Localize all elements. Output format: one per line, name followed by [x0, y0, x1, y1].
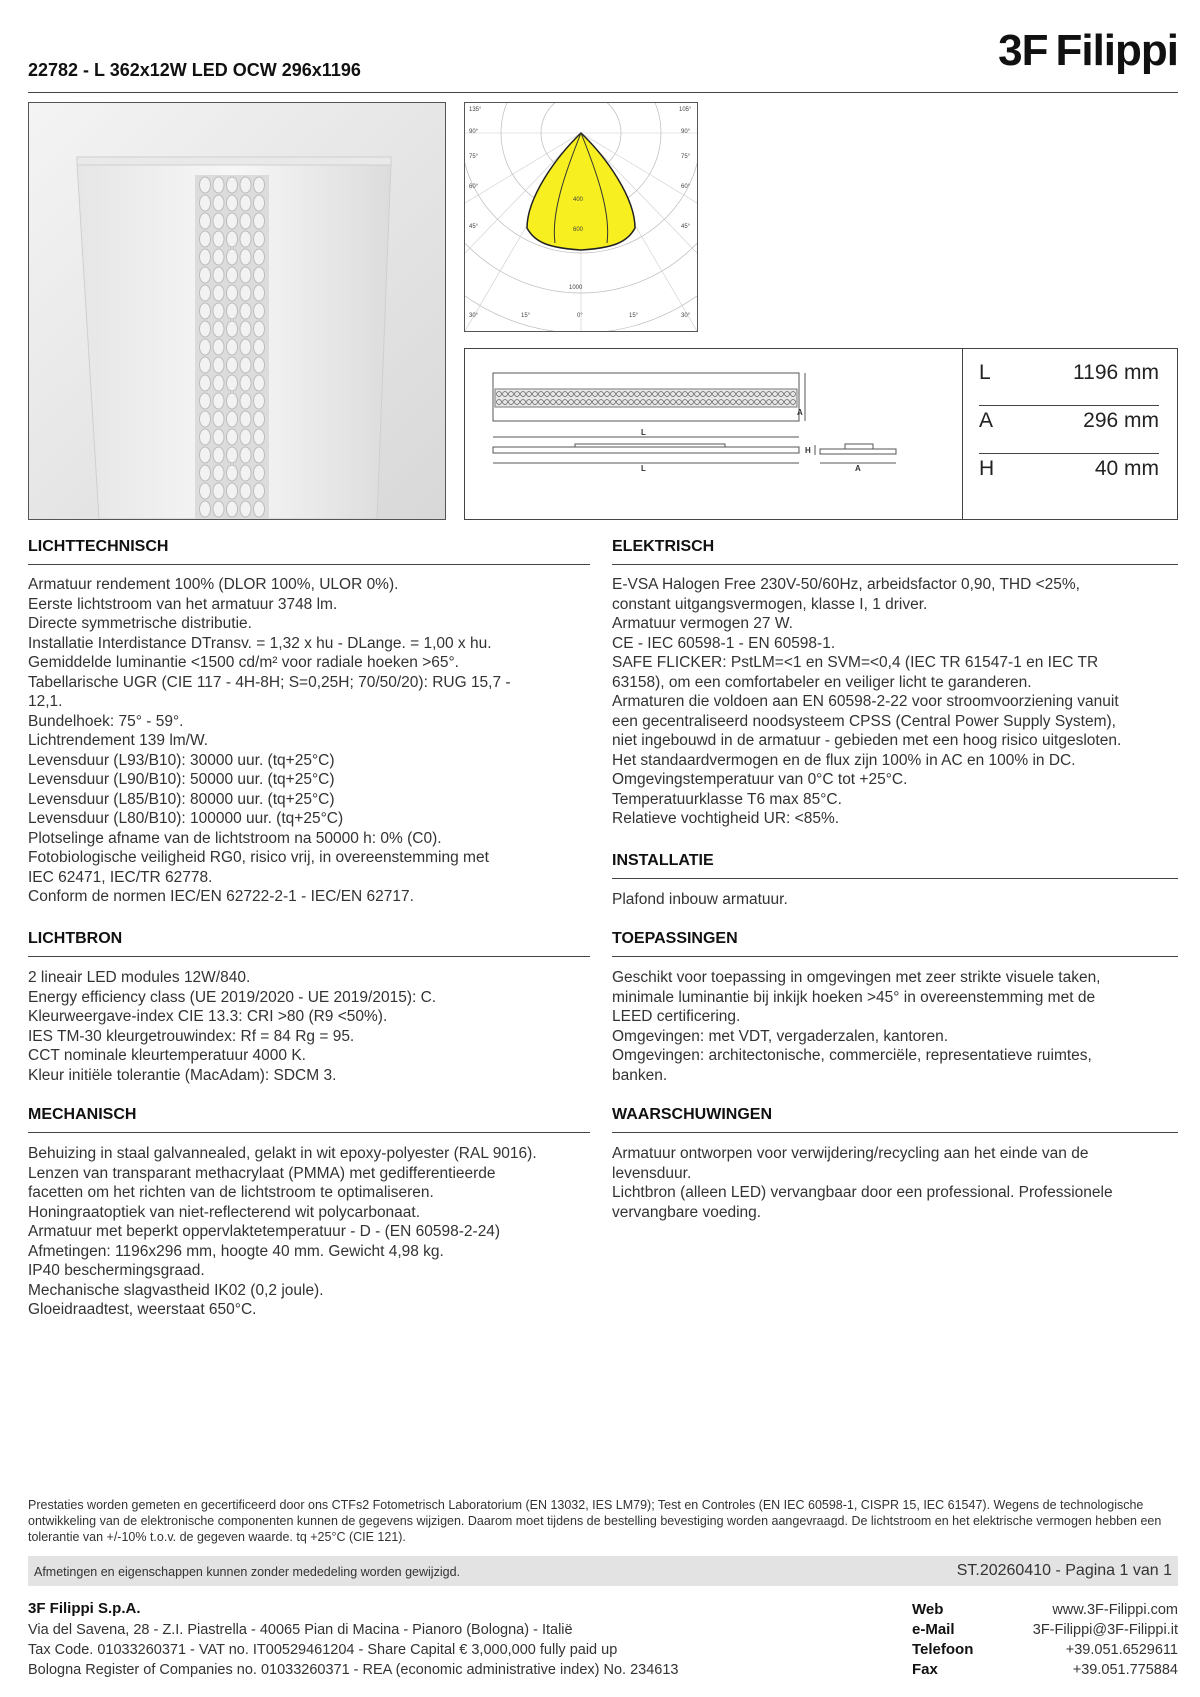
drawing-label-a-side: A [855, 464, 861, 473]
honeycomb-cell [200, 357, 211, 373]
honeycomb-cell [200, 231, 211, 247]
honeycomb-cell [200, 303, 211, 319]
honeycomb-cell [200, 393, 211, 409]
honeycomb-cell [254, 303, 265, 319]
honeycomb-cell [200, 195, 211, 211]
contact-web-link[interactable]: www.3F-Filippi.com [1052, 1602, 1178, 1618]
contact-email-link[interactable]: 3F-Filippi@3F-Filippi.it [1032, 1622, 1178, 1638]
honeycomb-cell [227, 465, 238, 481]
honeycomb-cell [240, 375, 251, 391]
section-title-installatie: INSTALLATIE [612, 852, 714, 869]
honeycomb-cell [200, 339, 211, 355]
honeycomb-cell [227, 483, 238, 499]
disclaimer-bar [28, 1556, 1178, 1586]
drawing-label-a-top: A [797, 408, 803, 417]
honeycomb-cell [213, 321, 224, 337]
polar-angle-right-3: 60° [681, 184, 691, 190]
honeycomb-cell [213, 303, 224, 319]
honeycomb-cell [240, 411, 251, 427]
honeycomb-cell [254, 411, 265, 427]
honeycomb-cell [240, 285, 251, 301]
honeycomb-cell [227, 411, 238, 427]
honeycomb-cell [200, 375, 211, 391]
dimension-row-h [979, 445, 1159, 491]
honeycomb-cell [227, 249, 238, 265]
polar-angle-left-0: 135° [469, 107, 482, 113]
dimension-key: A [979, 409, 994, 432]
disclaimer-text: Afmetingen en eigenschappen kunnen zonder mededeling worden gewijzigd. [34, 1565, 460, 1579]
contact-label-fax: Fax [912, 1661, 938, 1678]
polar-ring-2: 1000 [569, 285, 583, 291]
product-photo [28, 102, 446, 520]
honeycomb-cell [227, 267, 238, 283]
honeycomb-cell [200, 177, 211, 193]
section-divider [28, 956, 590, 957]
honeycomb-cell [227, 285, 238, 301]
contact-phone: +39.051.6529611 [1065, 1642, 1178, 1658]
honeycomb-cell [213, 465, 224, 481]
honeycomb-cell [200, 285, 211, 301]
honeycomb-cell [200, 447, 211, 463]
address-line: Bologna Register of Companies no. 01033260371 - REA (economic administrative index) No. 234613 [28, 1662, 679, 1678]
product-title: 22782 - L 362x12W LED OCW 296x1196 [28, 60, 361, 80]
honeycomb-cell [240, 339, 251, 355]
section-text-waarschuwingen: Armatuur ontworpen voor verwijdering/recycling aan het einde van de levensduur. Lichtbron (alleen LED) vervangbaar door een professional. Professionele vervangbare voeding. [612, 1145, 1113, 1221]
section-text-installatie: Plafond inbouw armatuur. [612, 891, 788, 908]
polar-diagram [464, 102, 698, 332]
dimension-value: 296 mm [1083, 409, 1159, 432]
honeycomb-cell [254, 483, 265, 499]
honeycomb-cell [254, 447, 265, 463]
honeycomb-cell [240, 177, 251, 193]
dimension-row-l [979, 349, 1159, 395]
honeycomb-cell [213, 483, 224, 499]
honeycomb-cell [254, 213, 265, 229]
honeycomb-cell [200, 267, 211, 283]
polar-bottom-2: 0° [577, 313, 583, 319]
honeycomb-cell [240, 321, 251, 337]
honeycomb-cell [200, 411, 211, 427]
polar-angle-right-2: 75° [681, 154, 691, 160]
honeycomb-cell [240, 429, 251, 445]
section-title-waarschuwingen: WAARSCHUWINGEN [612, 1106, 772, 1123]
honeycomb-cell [240, 501, 251, 517]
dimension-key: L [979, 361, 991, 384]
honeycomb-cell [213, 249, 224, 265]
dimension-drawing [465, 349, 965, 519]
honeycomb-cell [240, 465, 251, 481]
section-text-elektrisch: E-VSA Halogen Free 230V-50/60Hz, arbeidsfactor 0,90, THD <25%, constant uitgangsvermogen, klasse I, 1 driver. Armatuur vermogen 27 W. CE - IEC 60598-1 - EN 60598-1. SAFE FLICKER: PstLM=<1 en SVM=<0,4 (IEC TR 61547-1 en IEC TR 63158), om een comfortabeler en veiliger licht te garanderen. Armaturen die voldoen aan EN 60598-2-22 voor stroomvoorziening vanuit een gecentraliseerd noodsysteem CPSS (Central Power Supply System), niet ingebouwd in de armatuur - gebieden met een hoog risico uitgesloten. Het standaardvermogen en de flux zijn 100% in AC en 100% in DC. Omgevingstemperatuur van 0°C tot +25°C. Temperatuurklasse T6 max 85°C. Relatieve vochtigheid UR: <85%. [612, 576, 1122, 827]
company-name: 3F Filippi S.p.A. [28, 1600, 141, 1617]
honeycomb-cell [254, 249, 265, 265]
brand-logo [998, 26, 1178, 76]
brand-logo-mark-icon: 3F [998, 26, 1048, 75]
honeycomb-cell [213, 375, 224, 391]
honeycomb-cell [227, 339, 238, 355]
section-divider [612, 1132, 1178, 1133]
section-text-toepassingen: Geschikt voor toepassing in omgevingen met zeer strikte visuele taken, minimale luminantie bij inkijk hoeken >45° in overeenstemming met de LEED certificering. Omgevingen: met VDT, vergaderzalen, kantoren. Omgevingen: architectonische, commerciële, representatieve ruimtes, banken. [612, 969, 1101, 1084]
honeycomb-cell [254, 267, 265, 283]
section-title-mechanisch: MECHANISCH [28, 1106, 137, 1123]
honeycomb-cell [254, 195, 265, 211]
section-divider [612, 878, 1178, 879]
honeycomb-cell [227, 321, 238, 337]
honeycomb-cell [213, 213, 224, 229]
honeycomb-cell [254, 177, 265, 193]
dimension-value: 40 mm [1094, 457, 1159, 480]
honeycomb-cell [213, 393, 224, 409]
section-divider [612, 956, 1178, 957]
honeycomb-cell [227, 177, 238, 193]
honeycomb-cell [254, 465, 265, 481]
document-reference: ST.20260410 - Pagina 1 van 1 [956, 1562, 1172, 1579]
honeycomb-cell [213, 357, 224, 373]
polar-angle-left-3: 60° [469, 184, 479, 190]
honeycomb-cell [240, 393, 251, 409]
honeycomb-cell [240, 303, 251, 319]
drawing-label-l-top: L [641, 428, 646, 437]
polar-angle-right-4: 45° [681, 224, 691, 230]
polar-angle-right-0: 105° [679, 107, 692, 113]
polar-curve-chart [465, 103, 697, 331]
honeycomb-cell [200, 483, 211, 499]
honeycomb-cell [227, 213, 238, 229]
honeycomb-cell [240, 447, 251, 463]
section-divider [28, 1132, 590, 1133]
address-line: Tax Code. 01033260371 - VAT no. IT00529461204 - Share Capital € 3,000,000 fully paid up [28, 1642, 618, 1658]
honeycomb-cell [213, 429, 224, 445]
honeycomb-cell [254, 375, 265, 391]
honeycomb-cell [200, 213, 211, 229]
fine-print: Prestaties worden gemeten en gecertificeerd door ons CTFs2 Fotometrisch Laboratorium (EN 13032, IES LM79); Test en Controles (EN IEC 60598-1, CISPR 15, IEC 61547). Wegens de technologische ontwikkeling van de elektronische componenten kunnen de gegevens wijzigen. Daarom moet tijdens de bestelling bevestiging worden aangevraagd. De lichtstroom en het elektrische vermogen hebben een tolerantie van +/-10% t.o.v. de gegeven waarde. tq +25°C (CIE 121). [28, 1498, 1162, 1544]
honeycomb-cell [240, 231, 251, 247]
dimension-key: H [979, 457, 995, 480]
honeycomb-cell [254, 321, 265, 337]
honeycomb-cell [227, 501, 238, 517]
polar-angle-left-4: 45° [469, 224, 479, 230]
polar-bottom-3: 15° [629, 313, 639, 319]
luminaire-render [29, 103, 445, 519]
polar-bottom-0: 30° [469, 313, 479, 319]
honeycomb-cell [254, 501, 265, 517]
polar-bottom-1: 15° [521, 313, 531, 319]
honeycomb-cell [254, 357, 265, 373]
contact-label-phone: Telefoon [912, 1641, 974, 1658]
polar-bottom-4: 30° [681, 313, 691, 319]
dimension-value: 1196 mm [1073, 361, 1159, 384]
honeycomb-cell [254, 339, 265, 355]
honeycomb-cell [227, 429, 238, 445]
section-divider [28, 564, 590, 565]
honeycomb-cell [227, 195, 238, 211]
drawing-label-h: H [805, 446, 811, 455]
section-text-mechanisch: Behuizing in staal galvannealed, gelakt in wit epoxy-polyester (RAL 9016). Lenzen van transparant methacrylaat (PMMA) met gedifferentieerde facetten om het richten van de lichtstroom te optimaliseren. Honingraatoptiek van niet-reflecterend wit polycarbonaat. Armatuur met beperkt oppervlaktetemperatuur - D - (EN 60598-2-24) Afmetingen: 1196x296 mm, hoogte 40 mm. Gewicht 4,98 kg. IP40 beschermingsgraad. Mechanische slagvastheid IK02 (0,2 joule). Gloeidraadtest, weerstaat 650°C. [28, 1145, 537, 1318]
honeycomb-cell [227, 375, 238, 391]
polar-ring-0: 400 [573, 197, 584, 203]
honeycomb-cell [227, 447, 238, 463]
section-text-lichtbron: 2 lineair LED modules 12W/840. Energy efficiency class (UE 2019/2020 - UE 2019/2015): C. Kleurweergave-index CIE 13.3: CRI >80 (R9 <50%). IES TM-30 kleurgetrouwindex: Rf = 84 Rg = 95. CCT nominale kleurtemperatuur 4000 K. Kleur initiële tolerantie (MacAdam): SDCM 3. [28, 969, 437, 1084]
honeycomb-cell [254, 285, 265, 301]
contact-fax: +39.051.775884 [1072, 1662, 1178, 1678]
dimension-table [962, 349, 1177, 519]
honeycomb-cell [227, 303, 238, 319]
honeycomb-cell [227, 231, 238, 247]
honeycomb-cell [200, 429, 211, 445]
honeycomb-cell [213, 447, 224, 463]
section-title-toepassingen: TOEPASSINGEN [612, 930, 738, 947]
honeycomb-cell [240, 195, 251, 211]
honeycomb-cell [240, 357, 251, 373]
honeycomb-cell [200, 501, 211, 517]
honeycomb-cell [213, 411, 224, 427]
polar-angle-left-1: 90° [469, 129, 479, 135]
honeycomb-cell [254, 429, 265, 445]
honeycomb-cell [200, 249, 211, 265]
address-line: Via del Savena, 28 - Z.I. Piastrella - 40065 Pian di Macina - Pianoro (Bologna) - Italië [28, 1622, 573, 1638]
honeycomb-cell [213, 267, 224, 283]
drawing-label-l-bottom: L [641, 464, 646, 473]
honeycomb-cell [254, 231, 265, 247]
dimension-row-a [979, 397, 1159, 443]
section-title-elektrisch: ELEKTRISCH [612, 538, 715, 555]
contact-label-web: Web [912, 1601, 944, 1618]
header-divider [28, 92, 1178, 93]
honeycomb-cell [200, 465, 211, 481]
contact-label-email: e-Mail [912, 1621, 955, 1638]
honeycomb-cell [213, 501, 224, 517]
honeycomb-cell [213, 285, 224, 301]
honeycomb-cell [213, 339, 224, 355]
honeycomb-cell [227, 393, 238, 409]
honeycomb-cell [240, 267, 251, 283]
polar-ring-1: 600 [573, 227, 584, 233]
honeycomb-cell [240, 213, 251, 229]
honeycomb-cell [213, 231, 224, 247]
dimension-box [464, 348, 1178, 520]
section-title-lichtbron: LICHTBRON [28, 930, 123, 947]
brand-logo-text: Filippi [1055, 26, 1178, 75]
honeycomb-cell [254, 393, 265, 409]
polar-angle-left-2: 75° [469, 154, 479, 160]
section-divider [612, 564, 1178, 565]
section-title-lichttechnisch: LICHTTECHNISCH [28, 538, 169, 555]
honeycomb-cell [240, 249, 251, 265]
honeycomb-cell [227, 357, 238, 373]
honeycomb-cell [213, 195, 224, 211]
honeycomb-cell [240, 483, 251, 499]
honeycomb-cell [200, 321, 211, 337]
honeycomb-cell [213, 177, 224, 193]
section-text-lichttechnisch: Armatuur rendement 100% (DLOR 100%, ULOR 0%). Eerste lichtstroom van het armatuur 3748 lm. Directe symmetrische distributie. Installatie Interdistance DTransv. = 1,32 x hu - DLange. = 1,00 x hu. Gemiddelde luminantie <1500 cd/m² voor radiale hoeken >65°. Tabellarische UGR (CIE 117 - 4H-8H; S=0,25H; 70/50/20): RUG 15,7 - 12,1. Bundelhoek: 75° - 59°. Lichtrendement 139 lm/W. Levensduur (L93/B10): 30000 uur. (tq+25°C) Levensduur (L90/B10): 50000 uur. (tq+25°C) Levensduur (L85/B10): 80000 uur. (tq+25°C) Levensduur (L80/B10): 100000 uur. (tq+25°C) Plotselinge afname van de lichtstroom na 50000 h: 0% (C0). Fotobiologische veiligheid RG0, risico vrij, in overeenstemming met IEC 62471, IEC/TR 62778. Conform de normen IEC/EN 62722-2-1 - IEC/EN 62717. [28, 576, 511, 905]
polar-angle-right-1: 90° [681, 129, 691, 135]
